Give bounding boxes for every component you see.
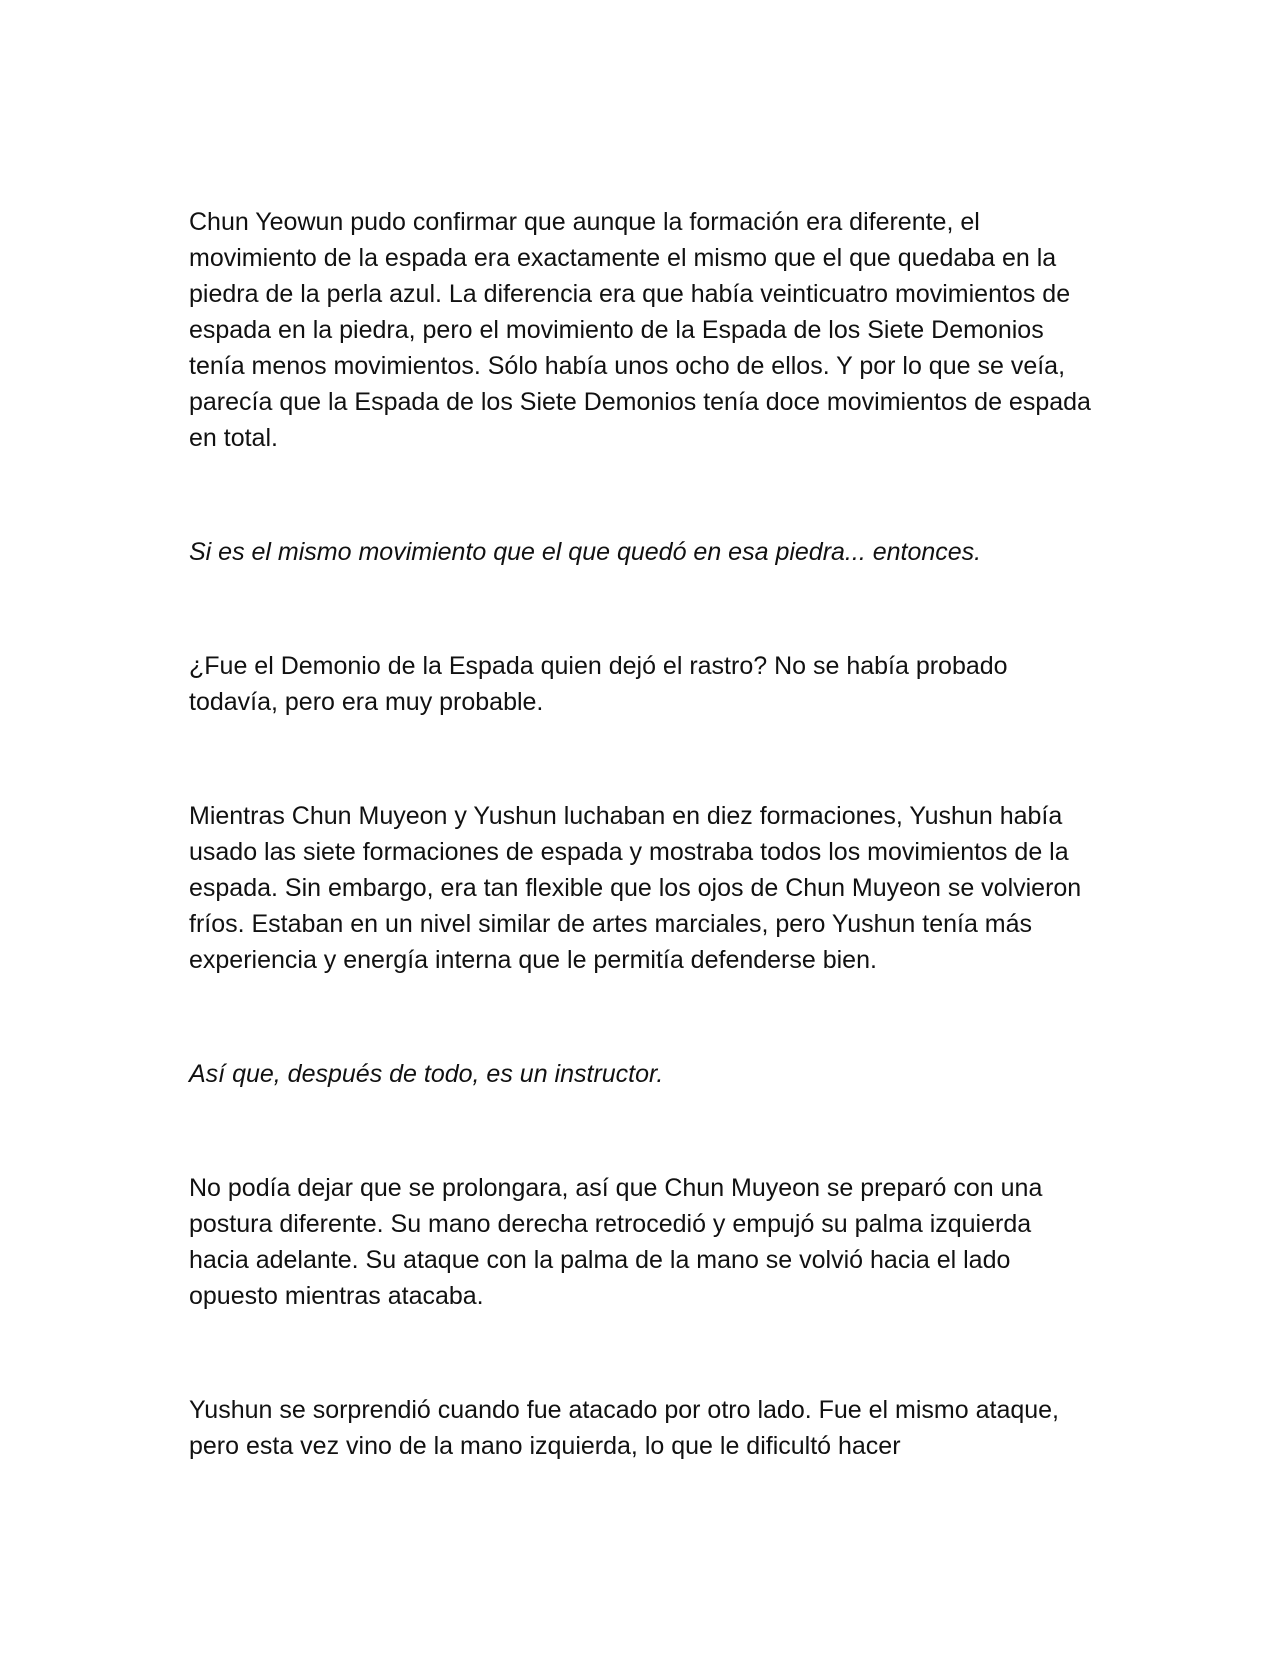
paragraph-5-thought: Así que, después de todo, es un instructor.	[189, 1060, 664, 1088]
paragraph-3: ¿Fue el Demonio de la Espada quien dejó el rastro? No se había probado todavía, pero era muy probable.	[189, 652, 1008, 716]
paragraph-4: Mientras Chun Muyeon y Yushun luchaban en diez formaciones, Yushun había usado las siete formaciones de espada y mostraba todos los movimientos de la espada. Sin embargo, era tan flexible que los ojos de Chun Muyeon se volvieron fríos. Estaban en un nivel similar de artes marciales, pero Yushun tenía más experiencia y energía interna que le permitía defenderse bien.	[189, 802, 1082, 974]
paragraph-2-thought: Si es el mismo movimiento que el que quedó en esa piedra... entonces.	[189, 538, 982, 566]
document-body	[189, 204, 1094, 1464]
paragraph-7: Yushun se sorprendió cuando fue atacado por otro lado. Fue el mismo ataque, pero esta vez vino de la mano izquierda, lo que le dificultó hacer	[189, 1396, 1060, 1460]
paragraph-1: Chun Yeowun pudo confirmar que aunque la formación era diferente, el movimiento de la espada era exactamente el mismo que el que quedaba en la piedra de la perla azul. La diferencia era que había veinticuatro movimientos de espada en la piedra, pero el movimiento de la Espada de los Siete Demonios tenía menos movimientos. Sólo había unos ocho de ellos. Y por lo que se veía, parecía que la Espada de los Siete Demonios tenía doce movimientos de espada en total.	[189, 208, 1091, 452]
paragraph-6: No podía dejar que se prolongara, así que Chun Muyeon se preparó con una postura diferente. Su mano derecha retrocedió y empujó su palma izquierda hacia adelante. Su ataque con la palma de la mano se volvió hacia el lado opuesto mientras atacaba.	[189, 1174, 1043, 1310]
